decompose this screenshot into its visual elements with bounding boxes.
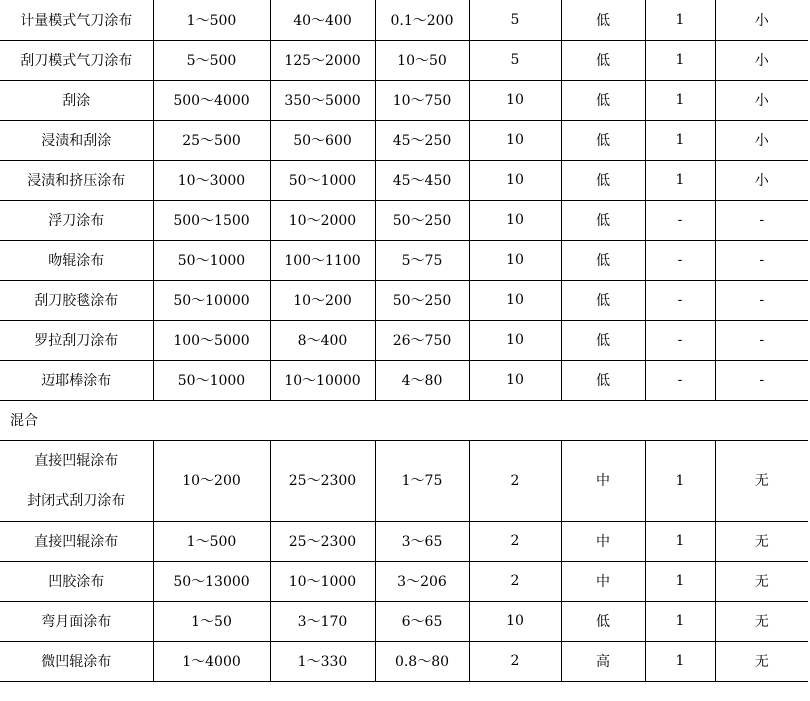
table-cell: 1～500 bbox=[153, 0, 270, 40]
table-cell: 低 bbox=[561, 80, 645, 120]
table-cell: 无 bbox=[715, 440, 808, 521]
table-cell: 无 bbox=[715, 521, 808, 561]
table-cell: 低 bbox=[561, 40, 645, 80]
table-cell: 2 bbox=[469, 521, 561, 561]
table-cell: 1 bbox=[645, 601, 715, 641]
table-row bbox=[0, 641, 808, 681]
table-cell: 10 bbox=[469, 120, 561, 160]
method-name-line: 封闭式刮刀涂布 bbox=[27, 492, 126, 509]
table-cell: 10～200 bbox=[153, 440, 270, 521]
table-cell: 1～50 bbox=[153, 601, 270, 641]
method-name-cell bbox=[0, 440, 153, 521]
table-cell: 小 bbox=[715, 40, 808, 80]
table-cell: 2 bbox=[469, 641, 561, 681]
table-cell: - bbox=[645, 360, 715, 400]
table-cell: 5 bbox=[469, 0, 561, 40]
table-cell: 1～330 bbox=[270, 641, 375, 681]
table-cell: 低 bbox=[561, 240, 645, 280]
table-cell: 1 bbox=[645, 440, 715, 521]
table-row bbox=[0, 360, 808, 400]
table-cell: 低 bbox=[561, 360, 645, 400]
method-name-cell: 罗拉刮刀涂布 bbox=[0, 320, 153, 360]
table-cell: 25～2300 bbox=[270, 440, 375, 521]
table-cell: 10 bbox=[469, 200, 561, 240]
table-cell: 10～3000 bbox=[153, 160, 270, 200]
table-cell: 1～500 bbox=[153, 521, 270, 561]
table-cell: 5～75 bbox=[375, 240, 469, 280]
table-cell: 无 bbox=[715, 601, 808, 641]
table-cell: 10 bbox=[469, 360, 561, 400]
table-row bbox=[0, 200, 808, 240]
table-cell: 50～10000 bbox=[153, 280, 270, 320]
method-name-cell: 计量模式气刀涂布 bbox=[0, 0, 153, 40]
table-cell: 1 bbox=[645, 521, 715, 561]
table-row bbox=[0, 440, 808, 521]
table-cell: 1 bbox=[645, 120, 715, 160]
section-label: 混合 bbox=[0, 400, 808, 440]
table-cell: 低 bbox=[561, 280, 645, 320]
table-cell: 10 bbox=[469, 240, 561, 280]
table-cell: 高 bbox=[561, 641, 645, 681]
table-cell: 50～1000 bbox=[270, 160, 375, 200]
table-cell: - bbox=[715, 200, 808, 240]
method-name-cell: 刮刀模式气刀涂布 bbox=[0, 40, 153, 80]
table-row bbox=[0, 561, 808, 601]
table-cell: 10～10000 bbox=[270, 360, 375, 400]
table-cell: 10 bbox=[469, 280, 561, 320]
table-cell: 45～450 bbox=[375, 160, 469, 200]
table-cell: 100～5000 bbox=[153, 320, 270, 360]
table-cell: - bbox=[645, 240, 715, 280]
table-cell: 10～2000 bbox=[270, 200, 375, 240]
table-cell: 3～65 bbox=[375, 521, 469, 561]
method-name-line: 直接凹辊涂布 bbox=[34, 452, 119, 469]
table-cell: 中 bbox=[561, 561, 645, 601]
table-row bbox=[0, 40, 808, 80]
method-name-cell: 浸渍和挤压涂布 bbox=[0, 160, 153, 200]
table-row bbox=[0, 521, 808, 561]
table-cell: 50～1000 bbox=[153, 360, 270, 400]
table-row bbox=[0, 601, 808, 641]
table-cell: 1 bbox=[645, 160, 715, 200]
method-name-cell: 直接凹辊涂布 bbox=[0, 521, 153, 561]
table-cell: 8～400 bbox=[270, 320, 375, 360]
table-cell: 40～400 bbox=[270, 0, 375, 40]
table-cell: 1 bbox=[645, 641, 715, 681]
table-cell: 1～75 bbox=[375, 440, 469, 521]
table-cell: 低 bbox=[561, 0, 645, 40]
table-cell: 1～4000 bbox=[153, 641, 270, 681]
table-cell: 5 bbox=[469, 40, 561, 80]
table-cell: 中 bbox=[561, 521, 645, 561]
table-cell: 1 bbox=[645, 0, 715, 40]
section-row bbox=[0, 400, 808, 440]
table-cell: - bbox=[715, 240, 808, 280]
table-cell: 50～13000 bbox=[153, 561, 270, 601]
table-row bbox=[0, 80, 808, 120]
table-cell: 50～250 bbox=[375, 280, 469, 320]
table-cell: 10 bbox=[469, 160, 561, 200]
table-cell: 10 bbox=[469, 601, 561, 641]
method-name-cell: 弯月面涂布 bbox=[0, 601, 153, 641]
table-cell: 低 bbox=[561, 320, 645, 360]
table-cell: 4～80 bbox=[375, 360, 469, 400]
table-cell: 10～200 bbox=[270, 280, 375, 320]
table-cell: 小 bbox=[715, 0, 808, 40]
method-name-cell: 浮刀涂布 bbox=[0, 200, 153, 240]
table-cell: 10～50 bbox=[375, 40, 469, 80]
table-cell: 6～65 bbox=[375, 601, 469, 641]
table-cell: 25～500 bbox=[153, 120, 270, 160]
table-cell: - bbox=[645, 280, 715, 320]
table-cell: 低 bbox=[561, 120, 645, 160]
table-cell: 3～170 bbox=[270, 601, 375, 641]
table-cell: 无 bbox=[715, 641, 808, 681]
table-cell: 50～1000 bbox=[153, 240, 270, 280]
table-cell: 350～5000 bbox=[270, 80, 375, 120]
table-cell: 无 bbox=[715, 561, 808, 601]
table-cell: 1 bbox=[645, 40, 715, 80]
table-cell: 500～1500 bbox=[153, 200, 270, 240]
table-cell: 25～2300 bbox=[270, 521, 375, 561]
table-cell: - bbox=[645, 200, 715, 240]
method-name-cell: 凹胶涂布 bbox=[0, 561, 153, 601]
table-cell: 0.1～200 bbox=[375, 0, 469, 40]
method-name-cell: 刮涂 bbox=[0, 80, 153, 120]
table-row bbox=[0, 120, 808, 160]
table-cell: 500～4000 bbox=[153, 80, 270, 120]
table-cell: 45～250 bbox=[375, 120, 469, 160]
table-cell: 50～250 bbox=[375, 200, 469, 240]
table-row bbox=[0, 160, 808, 200]
table-cell: - bbox=[715, 280, 808, 320]
method-name-cell: 刮刀胶毯涂布 bbox=[0, 280, 153, 320]
table-cell: 50～600 bbox=[270, 120, 375, 160]
table-cell: 125～2000 bbox=[270, 40, 375, 80]
table-cell: 1 bbox=[645, 561, 715, 601]
table-cell: 小 bbox=[715, 80, 808, 120]
table-cell: 小 bbox=[715, 120, 808, 160]
table-cell: 26～750 bbox=[375, 320, 469, 360]
table-cell: 100～1100 bbox=[270, 240, 375, 280]
table-row bbox=[0, 240, 808, 280]
method-name-cell: 微凹辊涂布 bbox=[0, 641, 153, 681]
table-cell: 10 bbox=[469, 80, 561, 120]
table-row bbox=[0, 280, 808, 320]
table-cell: 低 bbox=[561, 160, 645, 200]
table-cell: 2 bbox=[469, 561, 561, 601]
table-cell: 中 bbox=[561, 440, 645, 521]
method-name-cell: 迈耶棒涂布 bbox=[0, 360, 153, 400]
table-cell: 低 bbox=[561, 200, 645, 240]
table-cell: - bbox=[645, 320, 715, 360]
method-name-cell: 吻辊涂布 bbox=[0, 240, 153, 280]
table-cell: 2 bbox=[469, 440, 561, 521]
table-cell: 5～500 bbox=[153, 40, 270, 80]
table-row bbox=[0, 0, 808, 40]
table-cell: 3～206 bbox=[375, 561, 469, 601]
table-cell: - bbox=[715, 360, 808, 400]
table-cell: - bbox=[715, 320, 808, 360]
table-cell: 0.8～80 bbox=[375, 641, 469, 681]
method-name-cell: 浸渍和刮涂 bbox=[0, 120, 153, 160]
table-cell: 10 bbox=[469, 320, 561, 360]
table-cell: 10～1000 bbox=[270, 561, 375, 601]
table-cell: 小 bbox=[715, 160, 808, 200]
table-row bbox=[0, 320, 808, 360]
table-cell: 10～750 bbox=[375, 80, 469, 120]
table-cell: 1 bbox=[645, 80, 715, 120]
table-cell: 低 bbox=[561, 601, 645, 641]
